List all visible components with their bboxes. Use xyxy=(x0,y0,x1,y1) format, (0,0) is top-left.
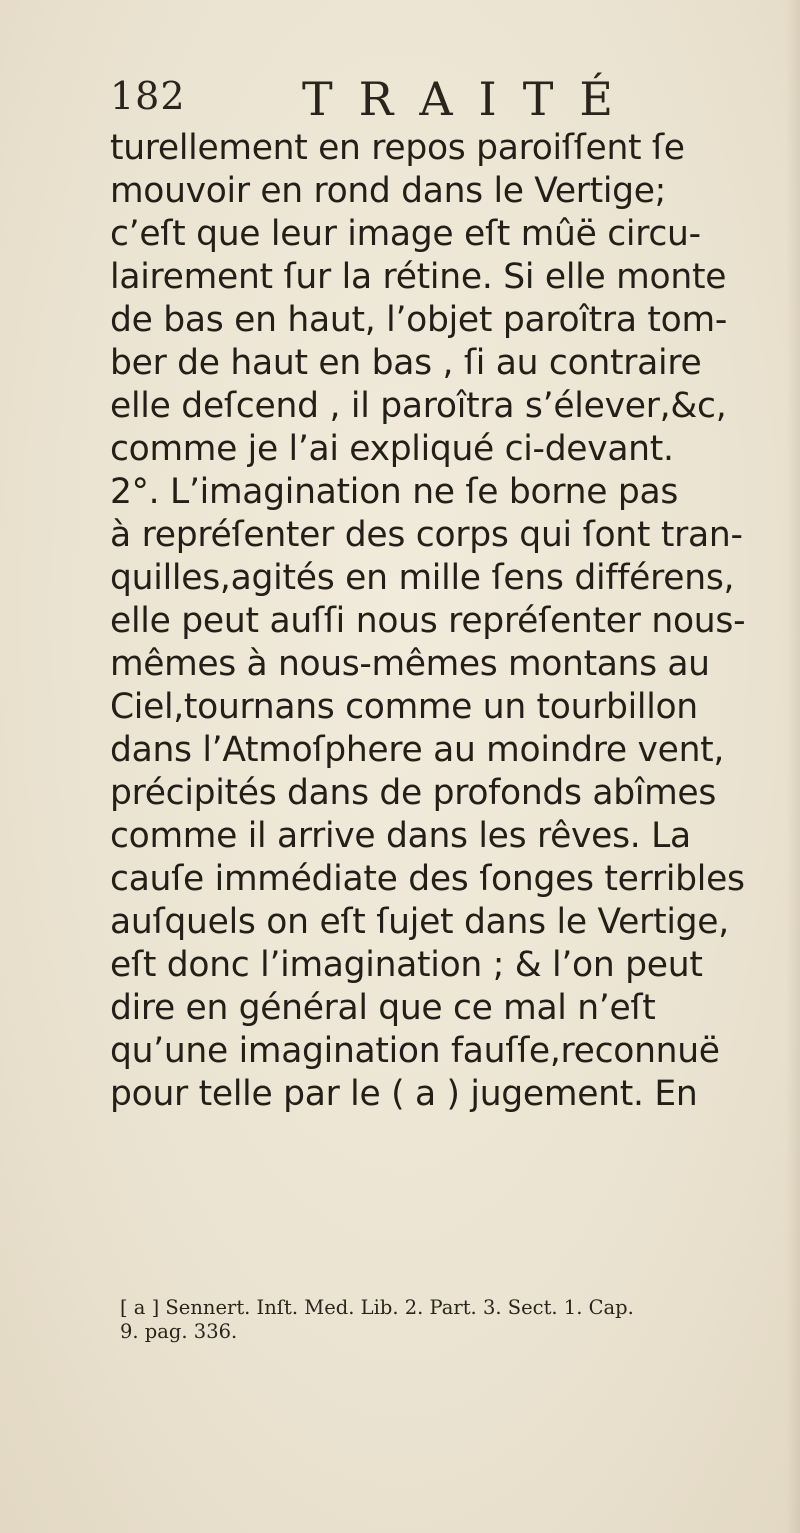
text-line: qu’une imagination fauſſe,reconnuë xyxy=(110,1031,720,1071)
page-number: 182 xyxy=(110,74,186,118)
text-line: mêmes à nous-mêmes montans au xyxy=(110,644,710,684)
text-line: turellement en repos paroiſſent ſe xyxy=(110,128,685,168)
text-line: elle peut auſſi nous repréſenter nous- xyxy=(110,601,746,641)
text-line: comme il arrive dans les rêves. La xyxy=(110,816,691,856)
text-line: elle deſcend , il paroîtra s’élever,&c, xyxy=(110,386,727,426)
running-title: TRAITÉ xyxy=(302,72,639,126)
text-line: cauſe immédiate des ſonges terribles xyxy=(110,859,745,899)
text-line: lairement ſur la rétine. Si elle monte xyxy=(110,257,727,297)
text-line: dans l’Atmoſphere au moindre vent, xyxy=(110,730,725,770)
text-line: pour telle par le ( a ) jugement. En xyxy=(110,1074,698,1114)
body-text xyxy=(110,127,800,1116)
text-line: comme je l’ai expliqué ci-devant. xyxy=(110,429,674,469)
text-line: eſt donc l’imagination ; & l’on peut xyxy=(110,945,703,985)
text-line: quilles,agités en mille ſens différens, xyxy=(110,558,735,598)
text-line: précipités dans de profonds abîmes xyxy=(110,773,717,813)
text-line: 2°. L’imagination ne ſe borne pas xyxy=(110,472,679,512)
text-line: mouvoir en rond dans le Vertige; xyxy=(110,171,666,211)
text-line: de bas en haut, l’objet paroîtra tom- xyxy=(110,300,727,340)
text-line: auſquels on eſt ſujet dans le Vertige, xyxy=(110,902,729,942)
footnote-line: 9. pag. 336. xyxy=(120,1320,238,1343)
footnote xyxy=(120,1296,790,1344)
text-line: c’eſt que leur image eſt mûë circu- xyxy=(110,214,701,254)
text-line: dire en général que ce mal n’eſt xyxy=(110,988,656,1028)
page-header xyxy=(110,72,690,124)
text-line: ber de haut en bas , ſi au contraire xyxy=(110,343,702,383)
footnote-line: [ a ] Sennert. Inſt. Med. Lib. 2. Part. 3. Sect. 1. Cap. xyxy=(120,1296,634,1319)
text-line: Ciel,tournans comme un tourbillon xyxy=(110,687,698,727)
text-line: à repréſenter des corps qui ſont tran- xyxy=(110,515,743,555)
